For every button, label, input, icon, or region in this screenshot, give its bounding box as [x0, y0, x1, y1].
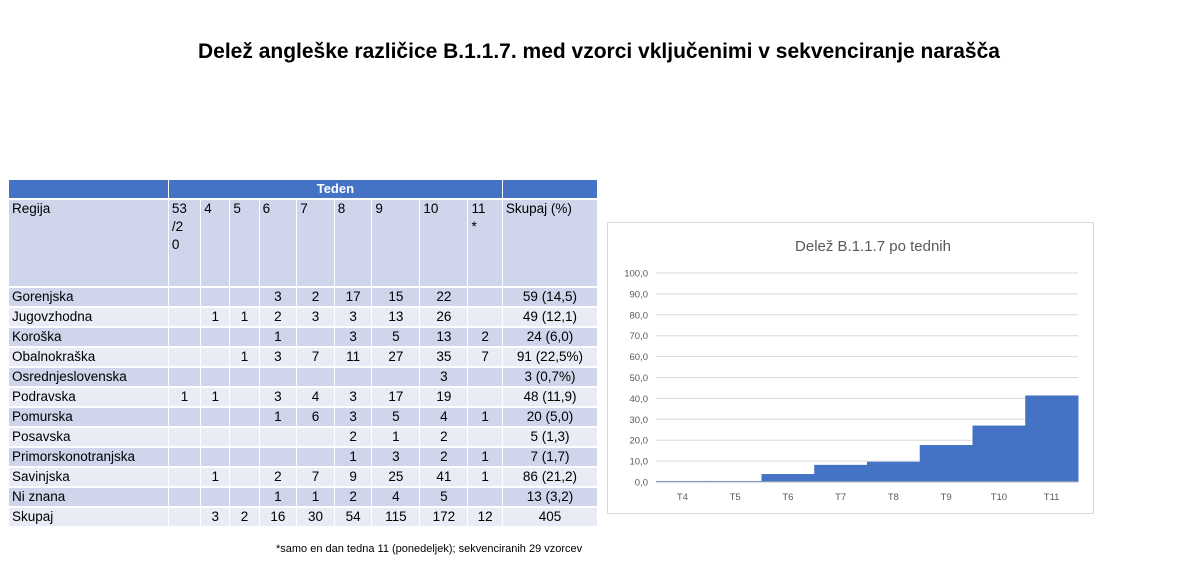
total-cell: 49 (12,1): [503, 308, 597, 326]
week-count-cell: [201, 428, 229, 446]
week-count-cell: [169, 448, 200, 466]
table-row: [9, 328, 597, 346]
area-step: [867, 462, 920, 482]
column-header: [230, 200, 258, 286]
table-row: [9, 288, 597, 306]
week-count-cell: [230, 448, 258, 466]
week-count-cell: [468, 368, 501, 386]
week-count-cell: 3: [260, 348, 297, 366]
column-header-line: 9: [375, 201, 383, 216]
table-header-blank: [9, 180, 168, 198]
week-count-cell: [169, 428, 200, 446]
column-header-line: 11: [471, 201, 486, 216]
table-row: [9, 308, 597, 326]
week-count-cell: 7: [468, 348, 501, 366]
region-name-cell: Pomurska: [9, 408, 168, 426]
table-row: [9, 348, 597, 366]
week-count-cell: [230, 288, 258, 306]
total-cell: 24 (6,0): [503, 328, 597, 346]
column-header-line: *: [471, 219, 477, 234]
week-count-cell: [230, 408, 258, 426]
week-count-cell: [468, 488, 501, 506]
region-name-cell: Savinjska: [9, 468, 168, 486]
week-count-cell: [201, 408, 229, 426]
week-count-cell: 13: [372, 308, 419, 326]
region-name-cell: Ni znana: [9, 488, 168, 506]
week-count-cell: 7: [297, 348, 334, 366]
week-count-cell: [169, 308, 200, 326]
column-header-line: 7: [300, 201, 308, 216]
week-count-cell: [169, 508, 200, 526]
chart-container: [607, 222, 1094, 514]
column-header: [297, 200, 334, 286]
area-step: [1025, 395, 1078, 482]
x-tick-label: T11: [1043, 492, 1060, 503]
column-header-line: 53: [171, 201, 187, 216]
week-count-cell: 3: [420, 368, 467, 386]
total-cell: 91 (22,5%): [503, 348, 597, 366]
x-tick-label: T7: [835, 492, 847, 503]
week-count-cell: 11: [335, 348, 372, 366]
area-step: [814, 465, 867, 482]
region-name-cell: Primorskonotranjska: [9, 448, 168, 466]
week-count-cell: 2: [468, 328, 501, 346]
week-count-cell: 4: [372, 488, 419, 506]
week-count-cell: [201, 348, 229, 366]
region-name-cell: Podravska: [9, 388, 168, 406]
table-group-header: Teden: [169, 180, 502, 198]
week-count-cell: 30: [297, 508, 334, 526]
total-cell: 5 (1,3): [503, 428, 597, 446]
week-count-cell: [169, 408, 200, 426]
column-header: [503, 200, 597, 286]
column-header-line: 10: [423, 201, 439, 216]
region-name-cell: Obalnokraška: [9, 348, 168, 366]
week-count-cell: [297, 328, 334, 346]
week-count-cell: [335, 368, 372, 386]
week-count-cell: 12: [468, 508, 501, 526]
week-count-cell: 1: [201, 388, 229, 406]
x-tick-label: T10: [990, 492, 1008, 503]
week-count-cell: [230, 428, 258, 446]
table-row: [9, 368, 597, 386]
week-count-cell: [297, 448, 334, 466]
week-count-cell: 172: [420, 508, 467, 526]
region-name-cell: Koroška: [9, 328, 168, 346]
page-title: Delež angleške različice B.1.1.7. med vzorci vključenimi v sekvenciranje narašča: [198, 40, 1000, 63]
total-cell: 59 (14,5): [503, 288, 597, 306]
table-row: [9, 388, 597, 406]
y-tick-label: 50,0: [629, 373, 648, 384]
y-tick-label: 90,0: [629, 289, 648, 301]
y-tick-label: 60,0: [629, 352, 648, 364]
week-count-cell: 35: [420, 348, 467, 366]
share-by-week-chart: [608, 223, 1093, 513]
week-count-cell: 3: [335, 308, 372, 326]
week-count-cell: 5: [372, 408, 419, 426]
x-tick-label: T9: [940, 492, 952, 503]
week-count-cell: 16: [260, 508, 297, 526]
week-count-cell: 1: [169, 388, 200, 406]
week-count-cell: 1: [260, 328, 297, 346]
week-count-cell: 54: [335, 508, 372, 526]
region-name-cell: Skupaj: [9, 508, 168, 526]
week-count-cell: 3: [335, 388, 372, 406]
week-count-cell: 5: [420, 488, 467, 506]
week-count-cell: [372, 368, 419, 386]
column-header: [169, 200, 200, 286]
week-count-cell: [297, 368, 334, 386]
y-tick-label: 10,0: [629, 456, 648, 468]
column-header: [372, 200, 419, 286]
week-count-cell: 1: [335, 448, 372, 466]
region-name-cell: Osrednjeslovenska: [9, 368, 168, 386]
week-count-cell: [260, 368, 297, 386]
region-week-table: [8, 178, 598, 528]
week-count-cell: 3: [260, 388, 297, 406]
week-count-cell: [468, 428, 501, 446]
column-header-line: /2: [171, 219, 184, 234]
week-count-cell: [230, 328, 258, 346]
y-tick-label: 20,0: [629, 435, 648, 447]
week-count-cell: [169, 348, 200, 366]
week-count-cell: [169, 368, 200, 386]
week-count-cell: 3: [335, 408, 372, 426]
week-count-cell: 15: [372, 288, 419, 306]
week-count-cell: 1: [201, 308, 229, 326]
week-count-cell: 2: [230, 508, 258, 526]
x-tick-label: T6: [782, 492, 794, 503]
x-tick-label: T4: [676, 492, 688, 503]
table-row: [9, 408, 597, 426]
week-count-cell: 2: [420, 428, 467, 446]
week-count-cell: [201, 288, 229, 306]
week-count-cell: 1: [468, 448, 501, 466]
column-header-row: [9, 200, 597, 286]
column-header: [201, 200, 229, 286]
week-count-cell: [468, 288, 501, 306]
week-count-cell: 3: [297, 308, 334, 326]
column-header: [9, 200, 168, 286]
week-count-cell: 3: [260, 288, 297, 306]
column-header-line: 8: [337, 201, 346, 216]
week-count-cell: 17: [372, 388, 419, 406]
column-header-line: 0: [171, 237, 180, 252]
week-count-cell: [260, 448, 297, 466]
x-tick-label: T8: [887, 492, 899, 503]
week-count-cell: [169, 468, 200, 486]
week-count-cell: 6: [297, 408, 334, 426]
week-count-cell: [201, 448, 229, 466]
week-count-cell: 1: [372, 428, 419, 446]
week-count-cell: [230, 488, 258, 506]
week-count-cell: 41: [420, 468, 467, 486]
week-count-cell: [468, 308, 501, 326]
week-count-cell: [201, 368, 229, 386]
week-count-cell: 2: [260, 468, 297, 486]
week-count-cell: 1: [230, 308, 258, 326]
week-count-cell: 5: [372, 328, 419, 346]
week-count-cell: 9: [335, 468, 372, 486]
week-count-cell: 3: [335, 328, 372, 346]
week-count-cell: [260, 428, 297, 446]
area-step: [762, 474, 815, 482]
week-count-cell: 2: [335, 488, 372, 506]
column-header: [335, 200, 372, 286]
week-count-cell: 25: [372, 468, 419, 486]
week-count-cell: 4: [420, 408, 467, 426]
week-count-cell: 3: [372, 448, 419, 466]
column-header-line: Regija: [12, 201, 51, 216]
total-cell: 405: [503, 508, 597, 526]
chart-title: Delež B.1.1.7 po tednih: [795, 238, 951, 255]
area-step: [973, 426, 1026, 482]
column-header-line: 4: [204, 201, 212, 216]
week-count-cell: 22: [420, 288, 467, 306]
column-header: [260, 200, 297, 286]
week-count-cell: [169, 288, 200, 306]
week-count-cell: 2: [420, 448, 467, 466]
week-count-cell: 115: [372, 508, 419, 526]
week-count-cell: [230, 468, 258, 486]
week-count-cell: 4: [297, 388, 334, 406]
week-count-cell: [169, 328, 200, 346]
week-count-cell: [169, 488, 200, 506]
week-count-cell: [297, 428, 334, 446]
table-row: [9, 428, 597, 446]
region-name-cell: Posavska: [9, 428, 168, 446]
week-count-cell: 1: [260, 488, 297, 506]
week-count-cell: 1: [468, 408, 501, 426]
week-count-cell: 3: [201, 508, 229, 526]
table-row: [9, 468, 597, 486]
column-header-line: Skupaj (%): [505, 201, 572, 216]
table-footnote: *samo en dan tedna 11 (ponedeljek); sekvenciranih 29 vzorcev: [276, 543, 583, 555]
region-name-cell: Jugovzhodna: [9, 308, 168, 326]
total-cell: 3 (0,7%): [503, 368, 597, 386]
total-cell: 20 (5,0): [503, 408, 597, 426]
table-row: [9, 448, 597, 466]
week-count-cell: 7: [297, 468, 334, 486]
total-cell: 7 (1,7): [503, 448, 597, 466]
y-tick-label: 40,0: [629, 393, 648, 405]
week-count-cell: 13: [420, 328, 467, 346]
week-count-cell: 1: [230, 348, 258, 366]
total-cell: 86 (21,2): [503, 468, 597, 486]
week-count-cell: 2: [260, 308, 297, 326]
y-tick-label: 80,0: [629, 310, 648, 322]
week-count-cell: [201, 488, 229, 506]
total-cell: 13 (3,2): [503, 488, 597, 506]
week-count-cell: 1: [260, 408, 297, 426]
week-count-cell: 2: [335, 428, 372, 446]
column-header-line: 5: [233, 201, 241, 216]
y-tick-label: 70,0: [629, 331, 648, 343]
column-header: [468, 200, 501, 286]
table-row: [9, 508, 597, 526]
area-step: [920, 445, 973, 482]
week-count-cell: 19: [420, 388, 467, 406]
region-name-cell: Gorenjska: [9, 288, 168, 306]
table-header-blank-right: [503, 180, 597, 198]
week-count-cell: 26: [420, 308, 467, 326]
week-count-cell: [230, 388, 258, 406]
x-tick-label: T5: [729, 492, 741, 503]
week-count-cell: 17: [335, 288, 372, 306]
table-row: [9, 488, 597, 506]
y-tick-label: 30,0: [629, 414, 648, 426]
total-cell: 48 (11,9): [503, 388, 597, 406]
y-tick-label: 100,0: [624, 268, 648, 280]
week-count-cell: [230, 368, 258, 386]
week-count-cell: [201, 328, 229, 346]
week-count-cell: 27: [372, 348, 419, 366]
week-count-cell: 1: [297, 488, 334, 506]
y-tick-label: 0,0: [634, 477, 648, 489]
week-count-cell: [468, 388, 501, 406]
column-header: [420, 200, 467, 286]
week-count-cell: 2: [297, 288, 334, 306]
week-count-cell: 1: [468, 468, 501, 486]
column-header-line: 6: [262, 201, 271, 216]
week-count-cell: 1: [201, 468, 229, 486]
